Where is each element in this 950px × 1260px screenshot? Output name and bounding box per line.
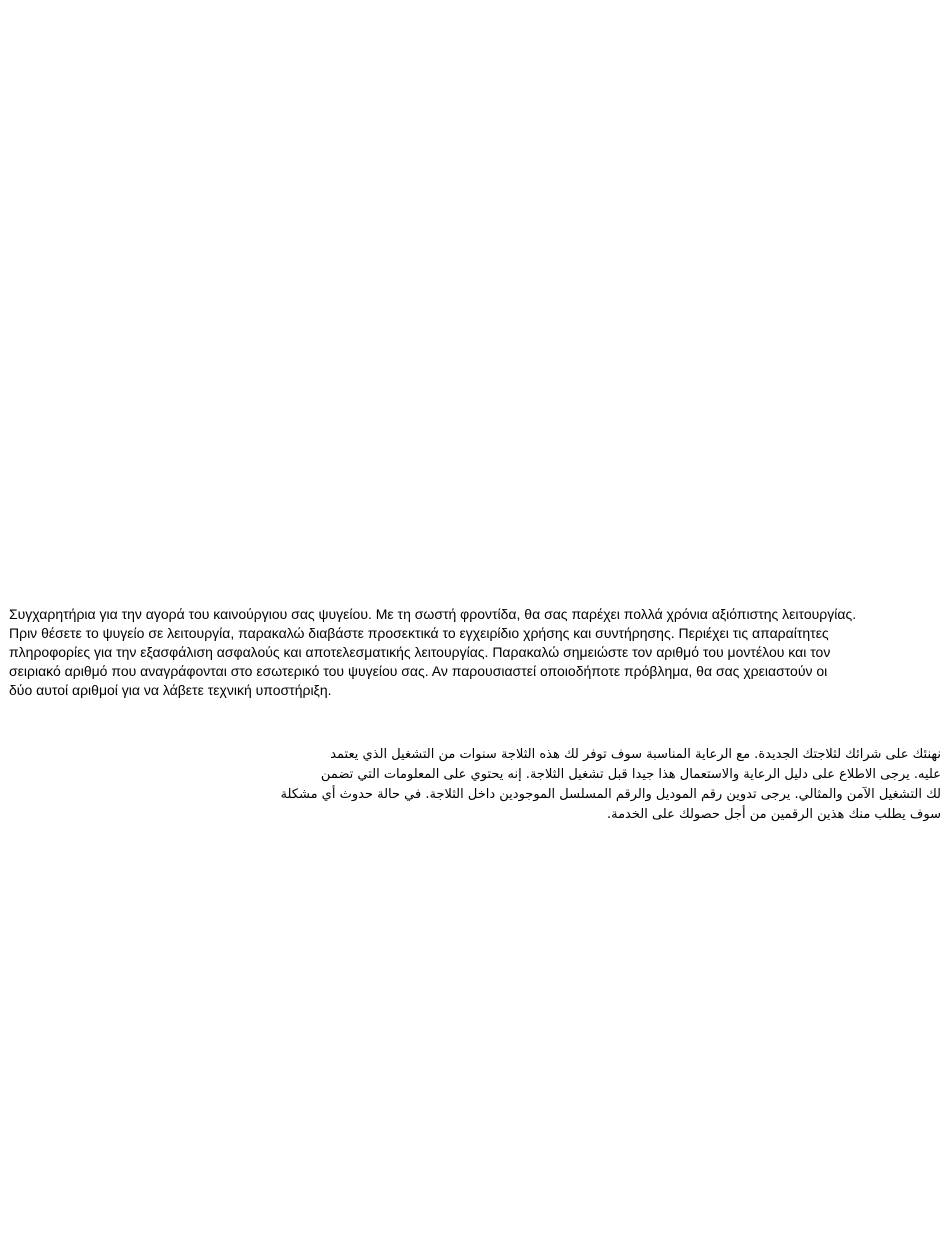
greek-line-5: δύο αυτοί αριθμοί για να λάβετε τεχνική υποστήριξη. [9,682,332,698]
greek-line-3: πληροφορίες για την εξασφάλιση ασφαλούς και αποτελεσματικής λειτουργίας. Παρακαλώ σημειώστε τον αριθμό του μοντέλου και τον [9,644,831,660]
greek-paragraph [9,605,944,700]
arabic-line-2: عليه. يرجى الاطلاع على دليل الرعاية والاستعمال هذا جيدا قبل تشغيل الثلاجة. إنه يحتوي على المعلومات التي تضمن [320,767,941,782]
arabic-line-1: نهنئك على شرائك لثلاجتك الجديدة. مع الرعاية المناسبة سوف توفر لك هذه الثلاجة سنوات من التشغيل الذي يعتمد [330,747,941,762]
arabic-line-3: لك التشغيل الآمن والمثالي. يرجى تدوين رقم الموديل والرقم المسلسل الموجودين داخل الثلاجة. في حالة حدوث أي مشكلة [280,787,941,802]
greek-line-4: σειριακό αριθμό που αναγράφονται στο εσωτερικό του ψυγείου σας. Αν παρουσιαστεί οποιοδήποτε πρόβλημα, θα σας χρειαστούν οι [9,663,828,679]
greek-line-2: Πριν θέσετε το ψυγείο σε λειτουργία, παρακαλώ διαβάστε προσεκτικά το εγχειρίδιο χρήσης και συντήρησης. Περιέχει τις απαραίτητες [9,625,829,641]
greek-line-1: Συγχαρητήρια για την αγορά του καινούργιου σας ψυγείου. Με τη σωστή φροντίδα, θα σας παρέχει πολλά χρόνια αξιόπιστης λειτουργίας. [9,606,857,622]
arabic-paragraph [111,745,941,825]
arabic-line-4: سوف يطلب منك هذين الرقمين من أجل حصولك على الخدمة. [606,807,941,822]
